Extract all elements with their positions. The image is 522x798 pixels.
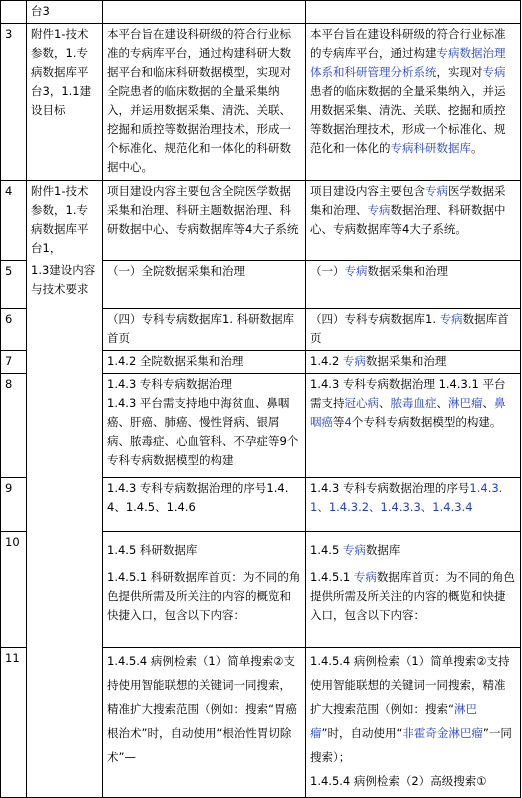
original-text-cell: 1.4.3 专科专病数据治理的序号1.4.4、1.4.5、1.4.6 — [103, 477, 306, 531]
modified-text-cell — [306, 24, 521, 181]
row-number: 5 — [1, 260, 27, 308]
row-number: 11 — [1, 647, 27, 797]
highlighted-text: 专病 — [344, 263, 368, 278]
modified-text-cell — [306, 260, 521, 308]
text-segment: 数据采集和治理 — [365, 353, 447, 368]
highlighted-text: 1.4.3.1、1.4.3.2、1.4.3.3、1.4.3.4 — [310, 480, 503, 514]
modified-text-cell — [306, 477, 521, 531]
original-text-cell: 项目建设内容主要包含全院医学数据采集和治理、科研主题数据治理、科研数据中心、专病数据库等4大子系统 — [103, 181, 306, 261]
highlighted-text: 冠心病 — [344, 395, 379, 410]
highlighted-text: 脓毒血症 — [390, 395, 437, 410]
text-segment: 本平台旨在建设科研级的符合行业标准的专病库平台，通过构建 — [310, 27, 506, 60]
original-text-cell: 1.4.5.4 病例检索（1）简单搜索②支持使用智能联想的关键词一同搜索，精准扩大搜索范围（例如：搜索“胃癌根治术”时，自动使用“根治性胃切除术”— — [103, 647, 306, 797]
text-segment: 项目建设内容主要包含 — [310, 184, 425, 198]
row-number: 3 — [1, 24, 27, 181]
highlighted-text: 专病 — [482, 65, 506, 79]
highlighted-text: 专病 — [353, 569, 377, 584]
text-segment: 医学数据采集和治理、 — [310, 184, 506, 217]
text-segment: 、 — [436, 395, 448, 410]
original-text-cell: （四）专科专病数据库1. 科研数据库首页 — [103, 308, 306, 350]
table-row — [1, 260, 521, 308]
highlighted-text: 鼻咽癌 — [310, 395, 506, 429]
text-segment: 1.4.5.1 — [310, 569, 354, 584]
modified-text-cell — [306, 373, 521, 477]
highlighted-text: 专病 — [367, 203, 391, 217]
text-segment: 1.4.2 — [310, 353, 343, 368]
text-segment: 1.4.5.4 病例检索（1）简单搜索②支持使用智能联想的关键词一同搜索，精准扩大搜索范围（例如：搜索“ — [310, 653, 510, 716]
category-cell: 附件1-技术参数，1.专病数据库平台1， — [27, 181, 103, 261]
text-segment: 数据库首页：为不同的角色提供所需及所关注的内容的概览和快捷入口，包含以下内容： — [310, 569, 515, 622]
category-cell: 台3 — [27, 1, 103, 24]
row-number — [1, 1, 27, 24]
original-text-cell — [103, 531, 306, 647]
modified-text-cell — [306, 350, 521, 373]
modified-paragraph — [310, 649, 516, 769]
original-text-cell: 本平台旨在建设科研级的符合行业标准的专病库平台，通过构建科研大数据平台和临床科研数据模型，实现对全院患者的临床数据的全量采集纳入，并运用数据采集、清洗、关联、挖掘和质控等数据治理技术，形成一个标准化、规范化和一体化的科研数据中心。 — [103, 24, 306, 181]
table-row — [1, 181, 521, 261]
row-number: 8 — [1, 373, 27, 477]
row-number: 4 — [1, 181, 27, 261]
text-segment: 1.4.3 专科专病数据治理 1.4.3.1 平台需支持 — [310, 376, 506, 410]
table-row — [1, 24, 521, 181]
text-segment: ”一同搜索）； — [310, 725, 512, 764]
modified-text-cell — [306, 181, 521, 261]
section-body: 1.4.5.1 科研数据库首页：为不同的角色提供所需及所关注的内容的概览和快捷入口，包含以下内容： — [107, 569, 301, 622]
table-row — [1, 1, 521, 24]
highlighted-text: 4 — [344, 414, 352, 429]
text-segment: 数据库 — [365, 542, 401, 557]
modified-text-cell — [306, 531, 521, 647]
text-segment: 患者的临床数据的全量采集纳入，并运用数据采集、清洗、关联、挖掘和质控等数据治理技术，形成一个标准化、规范化和一体化的 — [310, 84, 506, 155]
original-text-cell: 1.4.2 全院数据采集和治理 — [103, 350, 306, 373]
text-segment: ，实现对 — [436, 65, 483, 79]
category-cell: 1.3建设内容与技术要求 — [27, 260, 103, 797]
highlighted-text: 专病 — [342, 542, 366, 557]
row-number: 9 — [1, 477, 27, 531]
text-segment: （一） — [310, 263, 345, 278]
highlighted-text: 专病 — [425, 184, 448, 198]
row-number: 10 — [1, 531, 27, 647]
highlighted-text: 非霍奇金淋巴瘤 — [402, 725, 483, 740]
row-number: 7 — [1, 350, 27, 373]
text-segment: 1.4.5 — [310, 542, 343, 557]
section-heading: 1.4.5 科研数据库 — [107, 542, 198, 557]
modified-paragraph-2: 1.4.5.4 病例检索（2）高级搜索① — [310, 773, 487, 788]
text-segment: 数据采集和治理 — [367, 263, 448, 278]
text-segment: ”时，自动使用“ — [321, 725, 403, 740]
highlighted-text: 专病 — [342, 353, 366, 368]
modified-text-cell — [306, 1, 521, 24]
text-segment: 数据治理、科研数据中心、专病数据库等4大子系统。 — [310, 203, 506, 236]
original-text-cell: 1.4.3 专科专病数据治理 1.4.3 平台需支持地中海贫血、鼻咽癌、肝癌、肺癌、慢性肾病、银屑病、脓毒症、心血管科、不孕症等9个专科专病数据模型的构建 — [103, 373, 306, 477]
category-cell: 附件1-技术参数，1.专病数据库平台3，1.1建设目标 — [27, 24, 103, 181]
text-segment: 。 — [471, 141, 483, 155]
highlighted-text: 淋巴瘤 — [448, 395, 483, 410]
modified-text-cell — [306, 647, 521, 797]
text-segment: 个专科专病数据模型的构建。 — [351, 414, 502, 429]
highlighted-text: 淋巴瘤 — [310, 701, 477, 740]
row-number: 6 — [1, 308, 27, 350]
highlighted-text: 专病数据治理体系和科研管理分析系统 — [310, 46, 506, 79]
highlighted-text: 专病科研数据库 — [390, 141, 471, 155]
original-text-cell — [103, 1, 306, 24]
section-heading — [310, 541, 516, 560]
text-segment: 、 — [482, 395, 494, 410]
highlighted-text: 专病 — [439, 311, 463, 326]
original-text-cell: （一）全院数据采集和治理 — [103, 260, 306, 308]
modified-text-cell — [306, 308, 521, 350]
text-segment: 等 — [333, 414, 345, 429]
section-body — [310, 568, 516, 625]
text-segment: 数据库首页 — [310, 311, 509, 345]
text-segment: 、 — [379, 395, 391, 410]
text-segment: 1.4.3 专科专病数据治理的序号 — [310, 480, 470, 495]
text-segment: （四）专科专病数据库1. — [310, 311, 440, 326]
